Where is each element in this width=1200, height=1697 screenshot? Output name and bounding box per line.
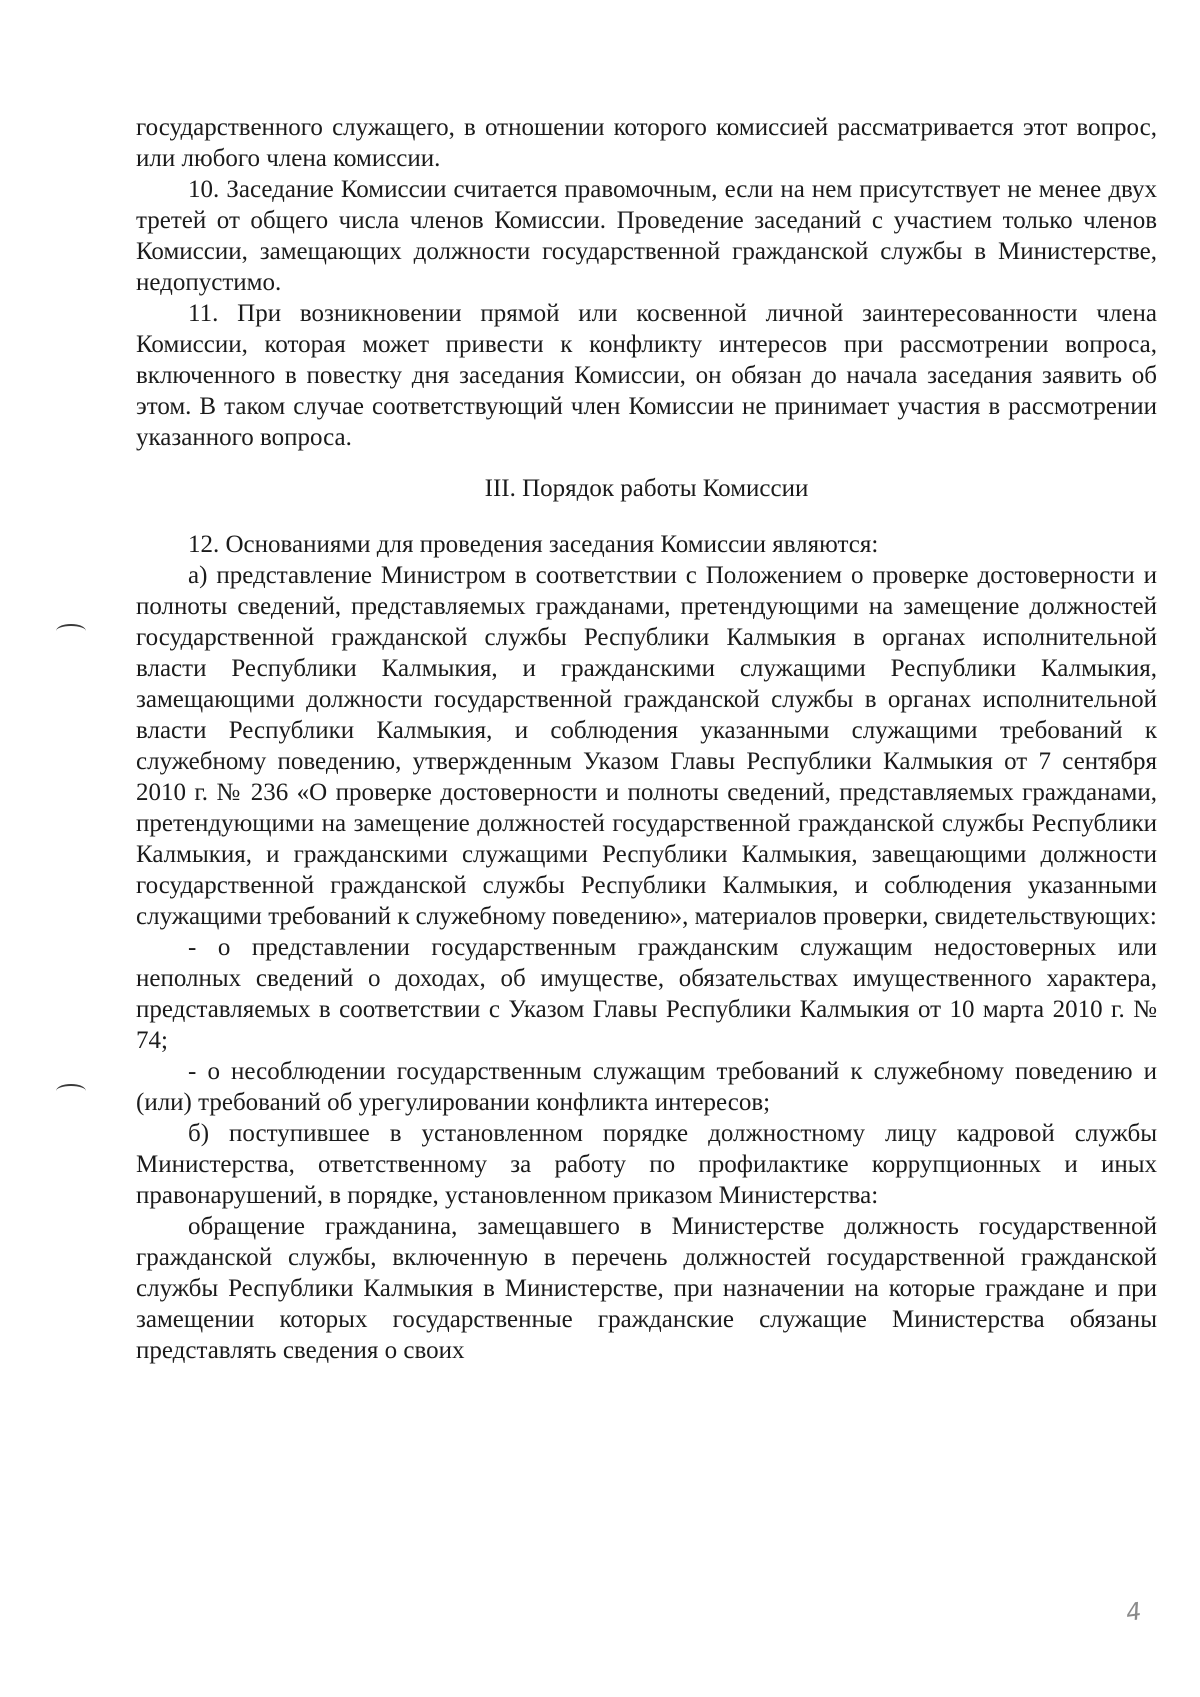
section-heading: III. Порядок работы Комиссии [484, 475, 809, 502]
paragraph-appeal: обращение гражданина, замещавшего в Министерстве должность государственной гражданской службы, включенную в перечень должностей государственной гражданской службы Республики Калмыкия в Министерстве, при назначении на которые граждане и при замещении которых государственные гражданские служащие Министерства обязаны представлять сведения о своих [136, 1213, 1157, 1364]
paragraph-clause-11: 11. При возникновении прямой или косвенной личной заинтересованности члена Комиссии, которая может привести к конфликту интересов при рассмотрении вопроса, включенного в повестку дня заседания Комиссии, он обязан до начала заседания заявить об этом. В таком случае соответствующий член Комиссии не принимает участия в рассмотрении указанного вопроса. [136, 300, 1157, 451]
paragraph-dash-2: - о несоблюдении государственным служащим требований к служебному поведению и (или) требований об урегулировании конфликта интересов; [136, 1058, 1157, 1116]
paragraph-item-a: а) представление Министром в соответствии с Положением о проверке достоверности и полноты сведений, представляемых гражданами, претендующими на замещение должностей государственной гражданской службы Республики Калмыкия в органах исполнительной власти Республики Калмыкия, и гражданскими служащими Республики Калмыкия, замещающими должности государственной гражданской службы в органах исполнительной власти Республики Калмыкия, и соблюдения указанными служащими требований к служебному поведению, утвержденным Указом Главы Республики Калмыкия от 7 сентября 2010 г. № 236 «О проверке достоверности и полноты сведений, представляемых гражданами, претендующими на замещение должностей государственной гражданской службы Республики Калмыкия, и гражданскими служащими Республики Калмыкия, завещающими должности государственной гражданской службы Республики Калмыкия, и соблюдения указанными служащими требований к служебному поведению», материалов проверки, свидетельствующих: [136, 562, 1157, 930]
punch-hole-mark [56, 624, 86, 638]
paragraph-item-b: б) поступившее в установленном порядке должностному лицу кадровой службы Министерства, ответственному за работу по профилактике коррупционных и иных правонарушений, в порядке, установленном приказом Министерства: [136, 1120, 1157, 1209]
paragraph-clause-10: 10. Заседание Комиссии считается правомочным, если на нем присутствует не менее двух третей от общего числа членов Комиссии. Проведение заседаний с участием только членов Комиссии, замещающих должности государственной гражданской службы в Министерстве, недопустимо. [136, 176, 1157, 296]
paragraph-continuation: государственного служащего, в отношении которого комиссией рассматривается этот вопрос, или любого члена комиссии. [136, 114, 1157, 172]
punch-hole-mark [56, 1084, 86, 1098]
document-body [136, 112, 1157, 1366]
paragraph-clause-12: 12. Основаниями для проведения заседания Комиссии являются: [188, 531, 879, 558]
page-number: 4 [1124, 1597, 1144, 1627]
paragraph-dash-1: - о представлении государственным гражданским служащим недостоверных или неполных сведений о доходах, об имуществе, обязательствах имущественного характера, представляемых в соответствии с Указом Главы Республики Калмыкия от 10 марта 2010 г. № 74; [136, 934, 1157, 1054]
